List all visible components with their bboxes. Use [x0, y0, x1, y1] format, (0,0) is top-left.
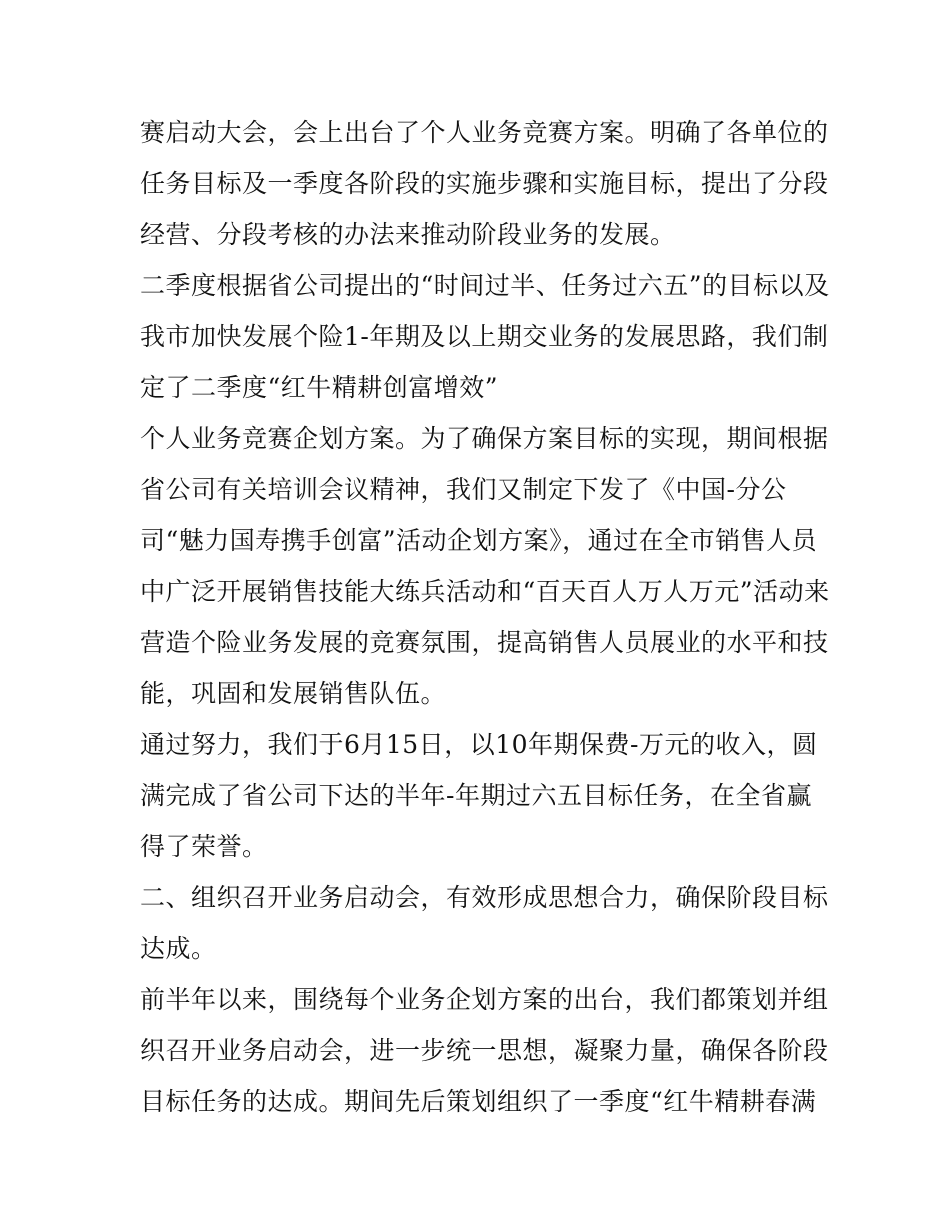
text-line: 定了二季度“红牛精耕创富增效”	[140, 373, 499, 402]
body-text	[140, 107, 830, 1127]
text-line: 能，巩固和发展销售队伍。	[140, 679, 447, 708]
text-line: 赛启动大会，会上出台了个人业务竞赛方案。明确了各单位的	[140, 118, 829, 147]
text-line: 满完成了省公司下达的半年-年期过六五目标任务，在全省赢	[140, 781, 812, 810]
text-line: 得了荣誉。	[140, 832, 268, 861]
text-line: 织召开业务启动会，进一步统一思想，凝聚力量，确保各阶段	[140, 1036, 829, 1065]
text-line: 我市加快发展个险1-年期及以上期交业务的发展思路，我们制	[140, 322, 829, 351]
text-line: 通过努力，我们于6月15日，以10年期保费-万元的收入，圆	[140, 730, 818, 759]
text-line: 二、组织召开业务启动会，有效形成思想合力，确保阶段目标	[140, 883, 829, 912]
text-line: 司“魅力国寿携手创富”活动企划方案》，通过在全市销售人员	[140, 526, 818, 555]
text-line: 经营、分段考核的办法来推动阶段业务的发展。	[140, 220, 676, 249]
text-line: 目标任务的达成。期间先后策划组织了一季度“红牛精耕春满	[140, 1087, 817, 1116]
text-line: 中广泛开展销售技能大练兵活动和“百天百人万人万元”活动来	[140, 577, 830, 606]
text-line: 达成。	[140, 934, 217, 963]
text-line: 前半年以来，围绕每个业务企划方案的出台，我们都策划并组	[140, 985, 829, 1014]
text-line: 营造个险业务发展的竞赛氛围，提高销售人员展业的水平和技	[140, 628, 829, 657]
text-line: 任务目标及一季度各阶段的实施步骤和实施目标，提出了分段	[140, 169, 829, 198]
text-line: 二季度根据省公司提出的“时间过半、任务过六五”的目标以及	[140, 271, 830, 300]
text-line: 个人业务竞赛企划方案。为了确保方案目标的实现，期间根据	[140, 424, 829, 453]
text-line: 省公司有关培训会议精神，我们又制定下发了《中国-分公	[140, 475, 787, 504]
